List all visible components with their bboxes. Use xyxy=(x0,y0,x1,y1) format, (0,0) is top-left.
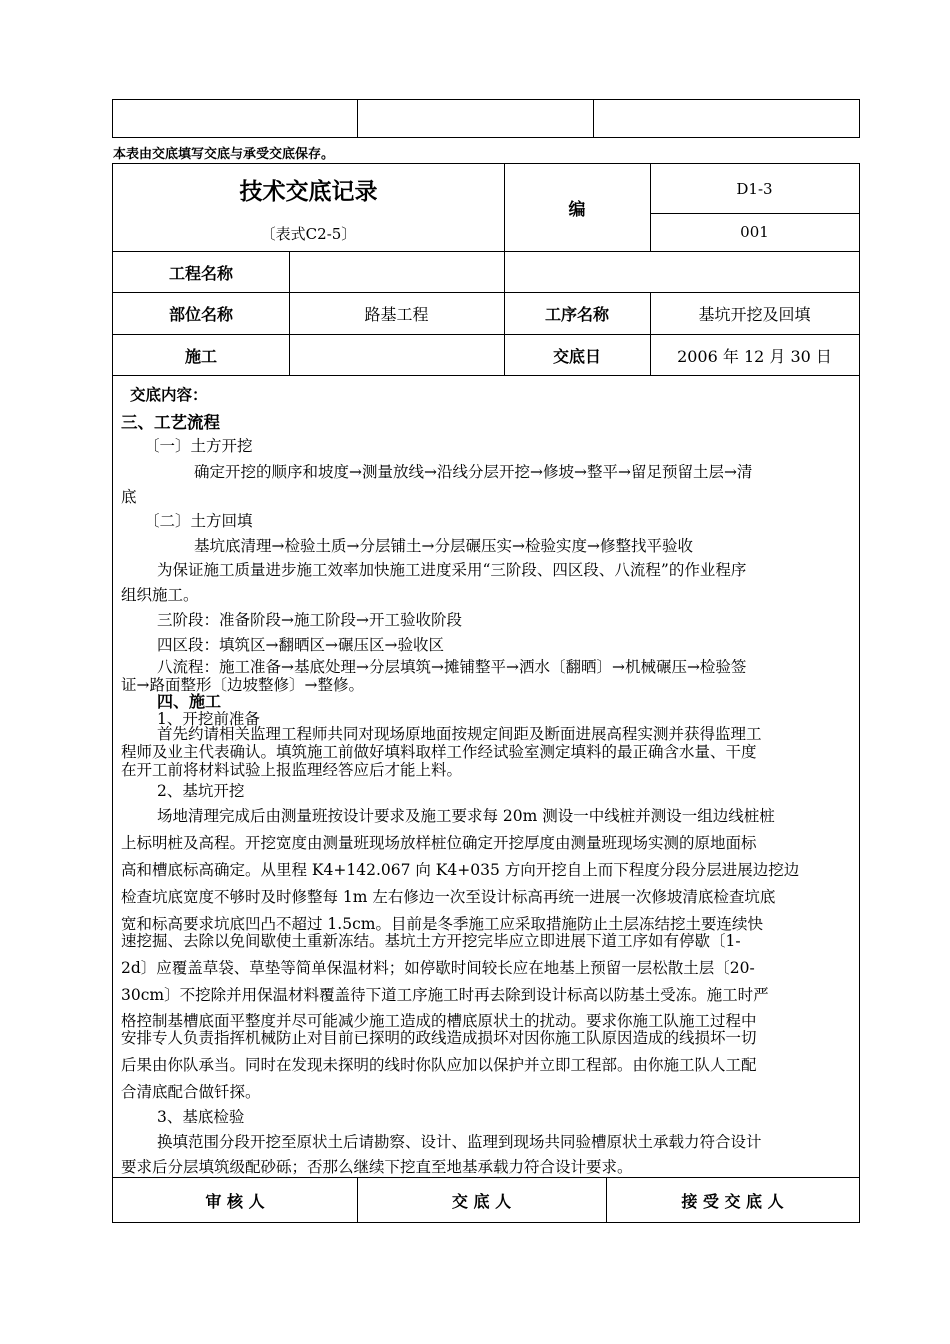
text-line: 为保证施工质量进步施工效率加快施工进度采用“三阶段、四区段、八流程”的作业程序 xyxy=(157,561,747,579)
reviewer-label: 审 核 人 xyxy=(205,1191,265,1211)
presenter-label: 交 底 人 xyxy=(451,1191,512,1211)
top-table-divider xyxy=(357,100,358,137)
text-line: 后果由你队承当。同时在发现未探明的线时你队应加以保护并立即工程部。由你施工队人工配 xyxy=(121,1056,757,1074)
text-line: 宽和标高要求坑底凹凸不超过 1.5cm。目前是冬季施工应采取措施防止土层冻结挖土要连续快 xyxy=(121,915,763,933)
top-table xyxy=(112,99,860,138)
text-line: 场地清理完成后由测量班按设计要求及施工要求每 20m 测设一中线桩并测设一组边线桩桩 xyxy=(157,807,775,825)
text-line: 确定开挖的顺序和坡度→测量放线→沿线分层开挖→修坡→整平→留足预留土层→清 xyxy=(194,463,753,481)
doc-number: 001 xyxy=(740,223,769,241)
text-line: 基坑底清理→检验土质→分层铺土→分层碾压实→检验实度→修整找平验收 xyxy=(194,537,693,555)
top-table-divider xyxy=(593,100,594,137)
construction-value xyxy=(289,335,504,375)
text-line: 程师及业主代表确认。填筑施工前做好填料取样工作经试验室测定填料的最正确含水量、干度 xyxy=(121,743,757,761)
text-line: 2d〕应覆盖草袋、草垫等简单保温材料；如停歇时间较长应在地基上预留一层松散土层〔20- xyxy=(121,959,755,977)
text-line: 30cm〕不挖除并用保温材料覆盖待下道工序施工时再去除到设计标高以防基土受冻。施工时严 xyxy=(121,986,769,1004)
doc-code: D1-3 xyxy=(736,179,773,198)
text-line: 首先约请相关监理工程师共同对现场原地面按规定间距及断面进展高程实测并获得监理工 xyxy=(157,725,762,743)
text-line: 速挖掘、去除以免间歇使土重新冻结。基坑土方开挖完毕应立即进展下道工序如有停歇〔1- xyxy=(121,932,741,950)
section-4-3-title: 3、基底检验 xyxy=(157,1108,245,1126)
eight-flow-line: 八流程：施工准备→基底处理→分层填筑→摊铺整平→洒水〔翻晒〕→机械碾压→检验签 xyxy=(157,658,747,676)
text-line: 换填范围分段开挖至原状土后请勘察、设计、监理到现场共同验槽原状土承载力符合设计 xyxy=(157,1133,762,1151)
section-3-2-title: 〔二〕土方回填 xyxy=(144,512,253,530)
section-value: 路基工程 xyxy=(364,305,429,324)
four-zone-line: 四区段：填筑区→翻晒区→碾压区→验收区 xyxy=(157,636,444,654)
project-name-label: 工程名称 xyxy=(168,263,233,283)
text-line: 高和槽底标高确定。从里程 K4+142.067 向 K4+035 方向开挖自上而下程度分段分层进展边挖边 xyxy=(121,861,800,879)
number-label: 编 xyxy=(568,200,586,220)
date-label: 交底日 xyxy=(552,346,601,366)
process-value: 基坑开挖及回填 xyxy=(698,305,811,324)
text-line: 合清底配合做钎探。 xyxy=(121,1083,261,1101)
process-label: 工序名称 xyxy=(544,305,609,324)
text-line: 底 xyxy=(121,488,137,506)
section-3-title: 三、工艺流程 xyxy=(121,413,220,432)
section-3-1-title: 〔一〕土方开挖 xyxy=(144,437,253,455)
section-4-title: 四、施工 xyxy=(157,692,222,711)
construction-label: 施工 xyxy=(184,346,217,366)
form-code: 〔表式C2-5〕 xyxy=(260,224,357,243)
text-line: 格控制基槽底面平整度并尽可能减少施工造成的槽底原状土的扰动。要求你施工队施工过程中 xyxy=(121,1012,757,1030)
project-name-value xyxy=(289,252,859,292)
text-line: 安排专人负责指挥机械防止对目前已探明的政线造成损坏对因你施工队原因造成的线损坏一切 xyxy=(121,1029,757,1047)
section-4-1-title: 1、开挖前准备 xyxy=(157,710,260,728)
text-line: 在开工前将材料试验上报监理经答应后才能上料。 xyxy=(121,761,463,779)
eight-flow-line: 证→路面整形〔边坡整修〕→整修。 xyxy=(121,676,364,694)
text-line: 组织施工。 xyxy=(121,586,199,604)
grid-line xyxy=(113,375,859,376)
text-line: 检查坑底宽度不够时及时修整每 1m 左右修边一次至设计标高再统一进展一次修坡清底检查坑底 xyxy=(121,888,776,906)
content-heading: 交底内容： xyxy=(130,386,208,404)
receiver-label: 接 受 交 底 人 xyxy=(681,1191,784,1211)
three-stage-line: 三阶段：准备阶段→施工阶段→开工验收阶段 xyxy=(157,611,462,629)
storage-note: 本表由交底填写交底与承受交底保存。 xyxy=(113,147,335,162)
form-title: 技术交底记录 xyxy=(239,178,378,205)
section-4-2-title: 2、基坑开挖 xyxy=(157,782,245,800)
date-value: 2006 年 12 月 30 日 xyxy=(677,346,832,366)
text-line: 上标明桩及高程。开挖宽度由测量班现场放样桩位确定开挖厚度由测量班现场实测的原地面标 xyxy=(121,834,757,852)
text-line: 要求后分层填筑级配砂砾；否那么继续下挖直至地基承载力符合设计要求。 xyxy=(121,1158,633,1176)
section-label: 部位名称 xyxy=(168,305,233,324)
